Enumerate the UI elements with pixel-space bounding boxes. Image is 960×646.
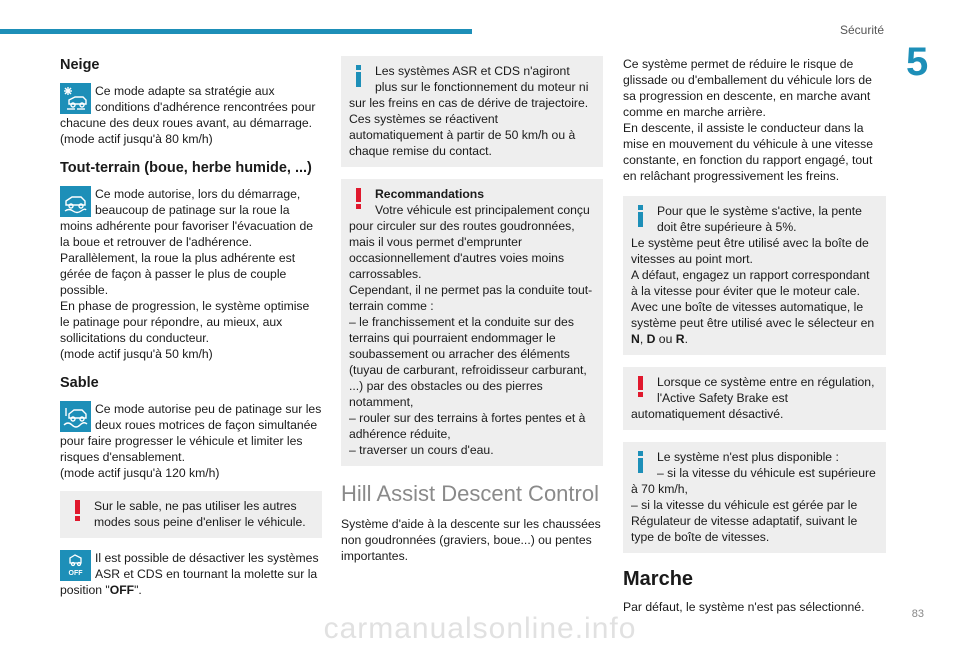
info-pente-text-1: Pour que le système s'active, la pente doit être supérieure à 5%. <box>657 204 862 234</box>
column-1 <box>60 56 322 608</box>
info-icon <box>635 205 645 227</box>
info-box-pente <box>623 196 886 355</box>
mode-tout-terrain <box>60 186 322 362</box>
warning-box-sable <box>60 491 322 538</box>
info-pente-text-2: Le système peut être utilisé avec la boîte de vitesses au point mort. <box>631 236 869 266</box>
warning-icon <box>353 188 363 210</box>
off-position-label: OFF <box>109 583 135 597</box>
off-icon-label: OFF <box>68 570 83 577</box>
recommandations-text-2: Cependant, il ne permet pas la conduite tout-terrain comme : <box>349 283 593 313</box>
header-bar <box>0 29 472 34</box>
warning-box-recommandations <box>341 179 603 466</box>
hill-assist-paragraph-2: En descente, il assiste le conducteur dans la mise en mouvement du véhicule à une vitesse constante, en fonction du rapport engagé, tout en relâchant progressivement les freins. <box>623 121 873 183</box>
tout-terrain-description-3: En phase de progression, le système optimise le patinage pour répondre, au mieux, aux sollicitations du conducteur. <box>60 299 310 345</box>
recommandations-text-3: – le franchissement et la conduite sur des terrains qui pourraient endommager le soubassement ou arracher des éléments (tuyau de carburant, refroidisseur carburant, ...) par des obstacles ou des pierres notamment, <box>349 315 587 409</box>
info-icon <box>353 65 363 87</box>
chapter-number: 5 <box>906 40 929 84</box>
heading-sable: Sable <box>60 375 99 391</box>
info-disponibilite-text-3: – si la vitesse du véhicule est gérée par le Régulateur de vitesse adaptatif, suivant le type de boîte de vitesses. <box>631 498 858 544</box>
offroad-mode-icon <box>60 186 91 217</box>
warning-icon <box>635 376 645 398</box>
off-instruction-text: Il est possible de désactiver les systèmes ASR et CDS en tournant la molette sur la position "OFF". <box>60 551 319 597</box>
hill-assist-intro: Système d'aide à la descente sur les chaussées non goudronnées (graviers, boue...) ou pentes importantes. <box>341 517 601 563</box>
info-pente-text-3: A défaut, engagez un rapport correspondant à la vitesse pour éviter que le moteur cale. <box>631 268 870 298</box>
info-disponibilite-text-1: Le système n'est plus disponible : <box>657 450 839 464</box>
sand-mode-icon <box>60 401 91 432</box>
info-disponibilite-text-2: – si la vitesse du véhicule est supérieure à 70 km/h, <box>631 466 876 496</box>
warning-regulation-text: Lorsque ce système entre en régulation, l'Active Safety Brake est automatiquement désactivé. <box>631 375 875 421</box>
sable-speed: (mode actif jusqu'à 120 km/h) <box>60 466 220 480</box>
hill-assist-paragraph-1: Ce système permet de réduire le risque de glissade ou d'emballement du véhicule lors de sa progression en descente, en marche avant comme en marche arrière. <box>623 57 872 119</box>
tout-terrain-speed: (mode actif jusqu'à 50 km/h) <box>60 347 213 361</box>
tout-terrain-description-2: Parallèlement, la roue la plus adhérente est gérée de façon à passer le plus de couple possible. <box>60 251 296 297</box>
heading-hill-assist: Hill Assist Descent Control <box>341 480 603 506</box>
warning-icon <box>72 500 82 522</box>
watermark: carmanualsonline.info <box>323 612 637 645</box>
sable-description: Ce mode autorise peu de patinage sur les deux roues motrices de façon simultanée pour faire progresser le véhicule et limiter les risques d'ensablement. <box>60 402 322 464</box>
recommandations-text-1: Votre véhicule est principalement conçu pour circuler sur des routes goudronnées, mais il vous permet d'emprunter occasionnellement d'autres voies moins carrossables. <box>349 203 590 281</box>
recommandations-text-5: – traverser un cours d'eau. <box>349 443 494 457</box>
mode-sable <box>60 401 322 481</box>
snow-mode-icon <box>60 83 91 114</box>
column-3 <box>623 56 886 615</box>
column-2 <box>341 56 603 564</box>
page-number: 83 <box>911 608 924 620</box>
info-box-disponibilite <box>623 442 886 553</box>
info-pente-text-4: Avec une boîte de vitesses automatique, le système peut être utilisé avec le sélecteur en N, D ou R. <box>631 300 875 346</box>
recommandations-title: Recommandations <box>375 187 485 201</box>
info-asr-text-2: Ces systèmes se réactivent automatiquement à partir de 50 km/h ou à chaque remise du contact. <box>349 112 576 158</box>
recommandations-text-4: – rouler sur des terrains à fortes pentes et à adhérence réduite, <box>349 411 586 441</box>
off-knob-icon <box>60 550 91 581</box>
info-asr-text: Les systèmes ASR et CDS n'agiront plus sur le fonctionnement du moteur ni sur les freins en cas de dérive de trajectoire. <box>349 64 589 110</box>
mode-neige <box>60 83 322 147</box>
section-title: Sécurité <box>839 23 884 37</box>
warning-sable-text: Sur le sable, ne pas utiliser les autres modes sous peine d'enliser le véhicule. <box>94 499 306 529</box>
warning-box-regulation <box>623 367 886 430</box>
heading-marche: Marche <box>623 568 694 590</box>
heading-neige: Neige <box>60 57 100 73</box>
info-box-asr <box>341 56 603 167</box>
info-icon <box>635 451 645 473</box>
tout-terrain-description: Ce mode autorise, lors du démarrage, beaucoup de patinage sur la roue la moins adhérente pour favoriser l'évacuation de la boue et retrouver de l'adhérence. <box>60 187 313 249</box>
neige-description: Ce mode adapte sa stratégie aux conditions d'adhérence rencontrées pour chacune des deux roues avant, au démarrage. <box>60 84 316 130</box>
heading-tout-terrain: Tout-terrain (boue, herbe humide, ...) <box>60 160 312 176</box>
off-instruction <box>60 550 322 598</box>
marche-text: Par défaut, le système n'est pas sélectionné. <box>623 600 865 614</box>
neige-speed: (mode actif jusqu'à 80 km/h) <box>60 132 213 146</box>
